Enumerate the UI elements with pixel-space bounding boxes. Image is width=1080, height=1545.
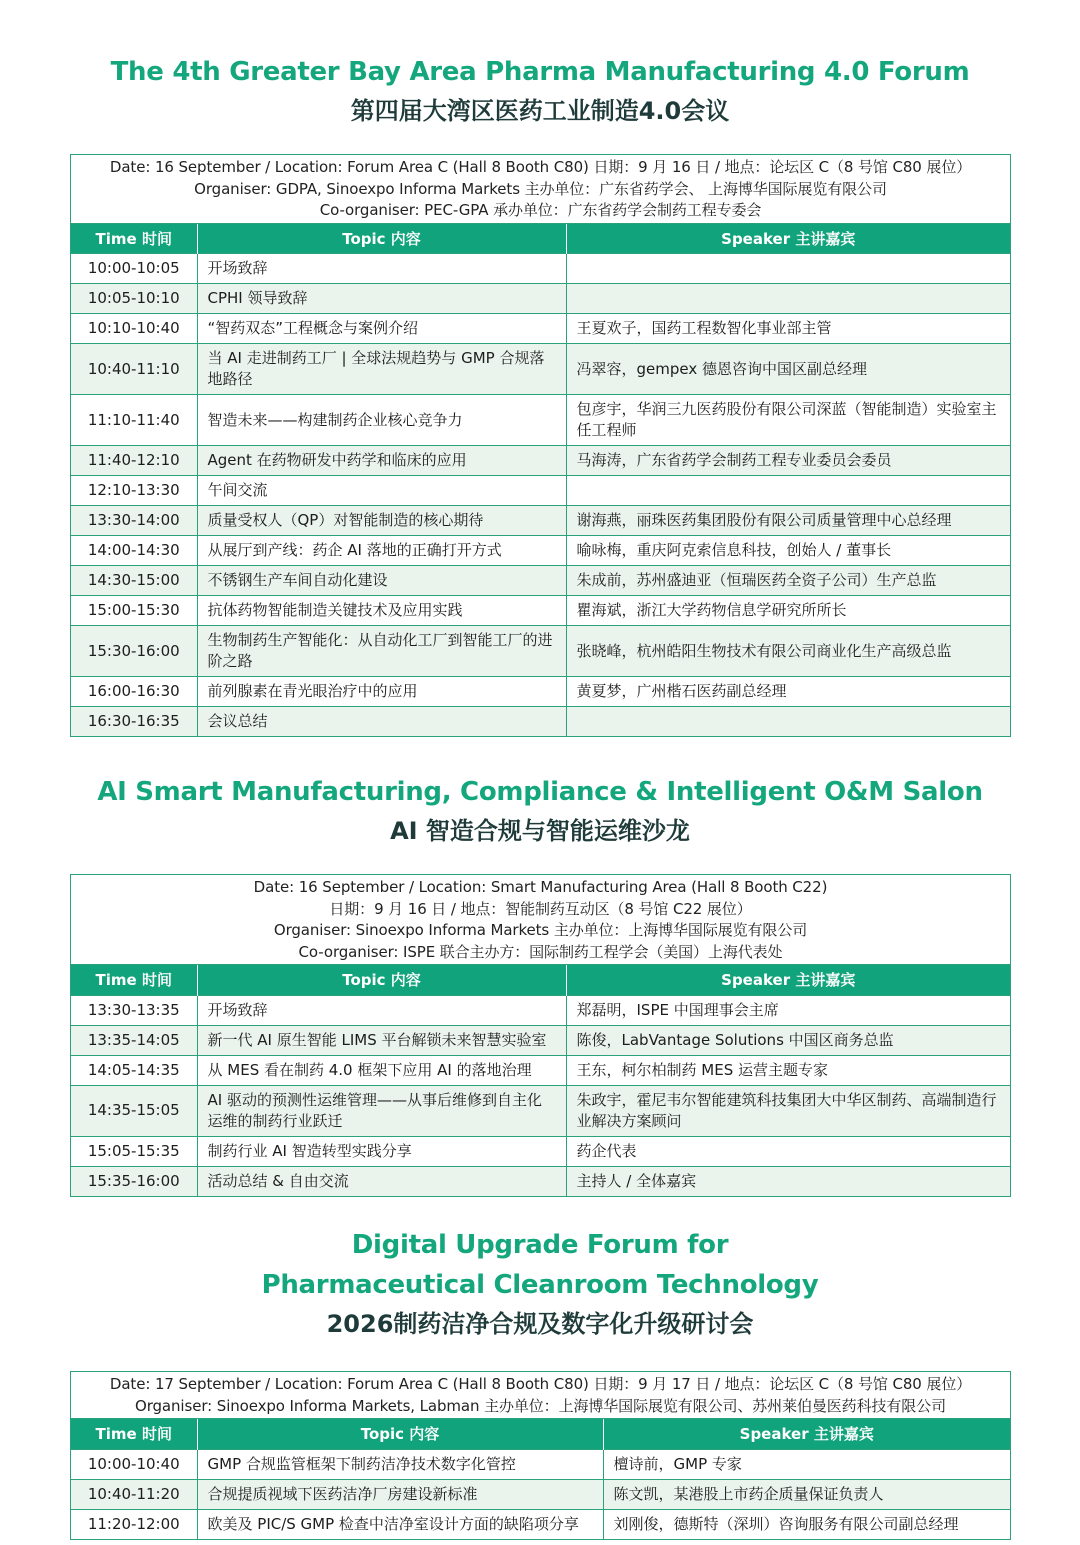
table-row <box>71 1025 1010 1055</box>
session-topic: 智造未来——构建制药企业核心竞争力 <box>197 395 566 446</box>
session-topic: 前列腺素在青光眼治疗中的应用 <box>197 677 566 707</box>
topic-header: Topic 内容 <box>197 965 566 995</box>
session-time: 14:30-15:00 <box>71 566 197 596</box>
session-time: 12:10-13:30 <box>71 476 197 506</box>
session-time: 10:10-10:40 <box>71 314 197 344</box>
forum2-agenda <box>70 874 1011 1197</box>
session-topic: 从 MES 看在制药 4.0 框架下应用 AI 的落地治理 <box>197 1055 566 1085</box>
info-line: 日期：9 月 16 日 / 地点：智能制药互动区（8 号馆 C22 展位） <box>329 899 752 918</box>
table-row <box>71 446 1010 476</box>
forum2-header <box>0 772 1080 850</box>
forum3-title-cn: 2026制药洁净合规及数字化升级研讨会 <box>326 1310 754 1338</box>
session-time: 10:05-10:10 <box>71 284 197 314</box>
session-speaker: 朱成前，苏州盛迪亚（恒瑞医药全资子公司）生产总监 <box>566 566 1010 596</box>
session-speaker: 陈文凯，某港股上市药企质量保证负责人 <box>603 1479 1010 1509</box>
session-topic: 新一代 AI 原生智能 LIMS 平台解锁未来智慧实验室 <box>197 1025 566 1055</box>
table-row <box>71 1166 1010 1196</box>
session-speaker: 主持人 / 全体嘉宾 <box>566 1166 1010 1196</box>
session-speaker: 王东，柯尔柏制药 MES 运营主题专家 <box>566 1055 1010 1085</box>
forum3-header <box>0 1225 1080 1343</box>
session-time: 16:00-16:30 <box>71 677 197 707</box>
table-row <box>71 995 1010 1025</box>
forum1-agenda <box>70 154 1011 737</box>
forum2-info <box>71 875 1010 965</box>
session-time: 10:40-11:20 <box>71 1479 197 1509</box>
session-time: 15:30-16:00 <box>71 626 197 677</box>
forum3-title-en-2: Pharmaceutical Cleanroom Technology <box>261 1270 819 1300</box>
topic-header: Topic 内容 <box>197 224 566 254</box>
info-line: Co-organiser: PEC-GPA 承办单位：广东省药学会制药工程专委会 <box>319 201 762 219</box>
session-time: 10:40-11:10 <box>71 344 197 395</box>
table-row <box>71 1479 1010 1509</box>
session-topic: 制药行业 AI 智造转型实践分享 <box>197 1136 566 1166</box>
table-row <box>71 254 1010 284</box>
table-row <box>71 476 1010 506</box>
session-speaker: 冯翠容，gempex 德恩咨询中国区副总经理 <box>566 344 1010 395</box>
session-time: 15:00-15:30 <box>71 596 197 626</box>
table-row <box>71 314 1010 344</box>
session-time: 14:05-14:35 <box>71 1055 197 1085</box>
info-line: Organiser: GDPA, Sinoexpo Informa Markets 主办单位：广东省药学会、 上海博华国际展览有限公司 <box>194 179 887 198</box>
session-topic: 活动总结 & 自由交流 <box>197 1166 566 1196</box>
session-topic: 欧美及 PIC/S GMP 检查中洁净室设计方面的缺陷项分享 <box>197 1509 603 1539</box>
table-row <box>71 1136 1010 1166</box>
forum1-title-en: The 4th Greater Bay Area Pharma Manufacturing 4.0 Forum <box>110 57 970 87</box>
table-row <box>71 1055 1010 1085</box>
session-time: 15:35-16:00 <box>71 1166 197 1196</box>
session-speaker: 陈俊，LabVantage Solutions 中国区商务总监 <box>566 1025 1010 1055</box>
session-topic: Agent 在药物研发中药学和临床的应用 <box>197 446 566 476</box>
session-speaker: 刘刚俊，德斯特（深圳）咨询服务有限公司副总经理 <box>603 1509 1010 1539</box>
session-topic: 质量受权人（QP）对智能制造的核心期待 <box>197 506 566 536</box>
session-topic: 开场致辞 <box>197 995 566 1025</box>
session-speaker: 瞿海斌，浙江大学药物信息学研究所所长 <box>566 596 1010 626</box>
table-row <box>71 677 1010 707</box>
session-topic: 开场致辞 <box>197 254 566 284</box>
session-speaker: 谢海燕，丽珠医药集团股份有限公司质量管理中心总经理 <box>566 506 1010 536</box>
session-topic: 午间交流 <box>197 476 566 506</box>
info-line: Date: 16 September / Location: Smart Manufacturing Area (Hall 8 Booth C22) <box>253 878 828 896</box>
table-row <box>71 344 1010 395</box>
session-speaker: 郑磊明，ISPE 中国理事会主席 <box>566 995 1010 1025</box>
session-speaker: 黄夏梦，广州楷石医药副总经理 <box>566 677 1010 707</box>
forum3-info <box>71 1372 1010 1419</box>
forum3-schedule-table <box>71 1419 1010 1539</box>
session-topic: CPHI 领导致辞 <box>197 284 566 314</box>
forum2-title-cn: AI 智造合规与智能运维沙龙 <box>390 817 690 845</box>
session-speaker <box>566 707 1010 737</box>
forum3-agenda <box>70 1371 1011 1540</box>
session-speaker: 朱政宇，霍尼韦尔智能建筑科技集团大中华区制药、高端制造行业解决方案顾问 <box>566 1085 1010 1136</box>
speaker-header: Speaker 主讲嘉宾 <box>566 965 1010 995</box>
table-row <box>71 1509 1010 1539</box>
session-topic: 不锈钢生产车间自动化建设 <box>197 566 566 596</box>
forum1-schedule-table <box>71 224 1010 737</box>
session-topic: GMP 合规监管框架下制药洁净技术数字化管控 <box>197 1449 603 1479</box>
session-topic: 会议总结 <box>197 707 566 737</box>
table-row <box>71 506 1010 536</box>
session-speaker: 包彦宇，华润三九医药股份有限公司深蓝（智能制造）实验室主任工程师 <box>566 395 1010 446</box>
session-time: 11:10-11:40 <box>71 395 197 446</box>
session-speaker <box>566 476 1010 506</box>
session-speaker: 马海涛，广东省药学会制药工程专业委员会委员 <box>566 446 1010 476</box>
session-time: 13:35-14:05 <box>71 1025 197 1055</box>
info-line: Organiser: Sinoexpo Informa Markets, Labman 主办单位：上海博华国际展览有限公司、苏州莱伯曼医药科技有限公司 <box>135 1396 946 1415</box>
session-time: 15:05-15:35 <box>71 1136 197 1166</box>
table-row <box>71 626 1010 677</box>
session-time: 10:00-10:40 <box>71 1449 197 1479</box>
forum1-header <box>0 52 1080 130</box>
speaker-header: Speaker 主讲嘉宾 <box>603 1419 1010 1449</box>
session-speaker: 檀诗前，GMP 专家 <box>603 1449 1010 1479</box>
session-time: 13:30-13:35 <box>71 995 197 1025</box>
session-time: 16:30-16:35 <box>71 707 197 737</box>
session-time: 11:40-12:10 <box>71 446 197 476</box>
table-row <box>71 1449 1010 1479</box>
table-row <box>71 566 1010 596</box>
table-row <box>71 707 1010 737</box>
forum3-title-en-1: Digital Upgrade Forum for <box>351 1230 729 1260</box>
table-row <box>71 536 1010 566</box>
table-row <box>71 284 1010 314</box>
session-topic: 抗体药物智能制造关键技术及应用实践 <box>197 596 566 626</box>
forum1-info <box>71 155 1010 224</box>
session-speaker <box>566 284 1010 314</box>
table-row <box>71 395 1010 446</box>
forum2-title-en: AI Smart Manufacturing, Compliance & Intelligent O&M Salon <box>97 777 983 807</box>
session-topic: 从展厅到产线：药企 AI 落地的正确打开方式 <box>197 536 566 566</box>
session-time: 14:35-15:05 <box>71 1085 197 1136</box>
session-topic: “智药双态”工程概念与案例介绍 <box>197 314 566 344</box>
session-speaker <box>566 254 1010 284</box>
session-topic: 生物制药生产智能化：从自动化工厂到智能工厂的进阶之路 <box>197 626 566 677</box>
info-line: Date: 17 September / Location: Forum Area C (Hall 8 Booth C80) 日期：9 月 17 日 / 地点：论坛区 C（8 号馆 C80 展位） <box>109 1375 972 1393</box>
session-speaker: 药企代表 <box>566 1136 1010 1166</box>
session-speaker: 喻咏梅，重庆阿克索信息科技，创始人 / 董事长 <box>566 536 1010 566</box>
info-line: Date: 16 September / Location: Forum Area C (Hall 8 Booth C80) 日期：9 月 16 日 / 地点：论坛区 C（8 号馆 C80 展位） <box>109 158 972 176</box>
time-header: Time 时间 <box>71 965 197 995</box>
session-speaker: 张晓峰，杭州皓阳生物技术有限公司商业化生产高级总监 <box>566 626 1010 677</box>
table-row <box>71 1085 1010 1136</box>
info-line: Organiser: Sinoexpo Informa Markets 主办单位：上海博华国际展览有限公司 <box>273 921 808 939</box>
speaker-header: Speaker 主讲嘉宾 <box>566 224 1010 254</box>
session-topic: 合规提质视域下医药洁净厂房建设新标准 <box>197 1479 603 1509</box>
time-header: Time 时间 <box>71 224 197 254</box>
session-time: 10:00-10:05 <box>71 254 197 284</box>
forum1-title-cn: 第四届大湾区医药工业制造4.0会议 <box>350 97 730 125</box>
forum2-schedule-table <box>71 965 1010 1196</box>
session-time: 11:20-12:00 <box>71 1509 197 1539</box>
session-speaker: 王夏欢子，国药工程数智化事业部主管 <box>566 314 1010 344</box>
topic-header: Topic 内容 <box>197 1419 603 1449</box>
session-topic: 当 AI 走进制药工厂 | 全球法规趋势与 GMP 合规落地路径 <box>197 344 566 395</box>
time-header: Time 时间 <box>71 1419 197 1449</box>
session-time: 14:00-14:30 <box>71 536 197 566</box>
info-line: Co-organiser: ISPE 联合主办方：国际制药工程学会（美国）上海代表处 <box>298 942 783 961</box>
session-time: 13:30-14:00 <box>71 506 197 536</box>
table-row <box>71 596 1010 626</box>
session-topic: AI 驱动的预测性运维管理——从事后维修到自主化运维的制药行业跃迁 <box>197 1085 566 1136</box>
